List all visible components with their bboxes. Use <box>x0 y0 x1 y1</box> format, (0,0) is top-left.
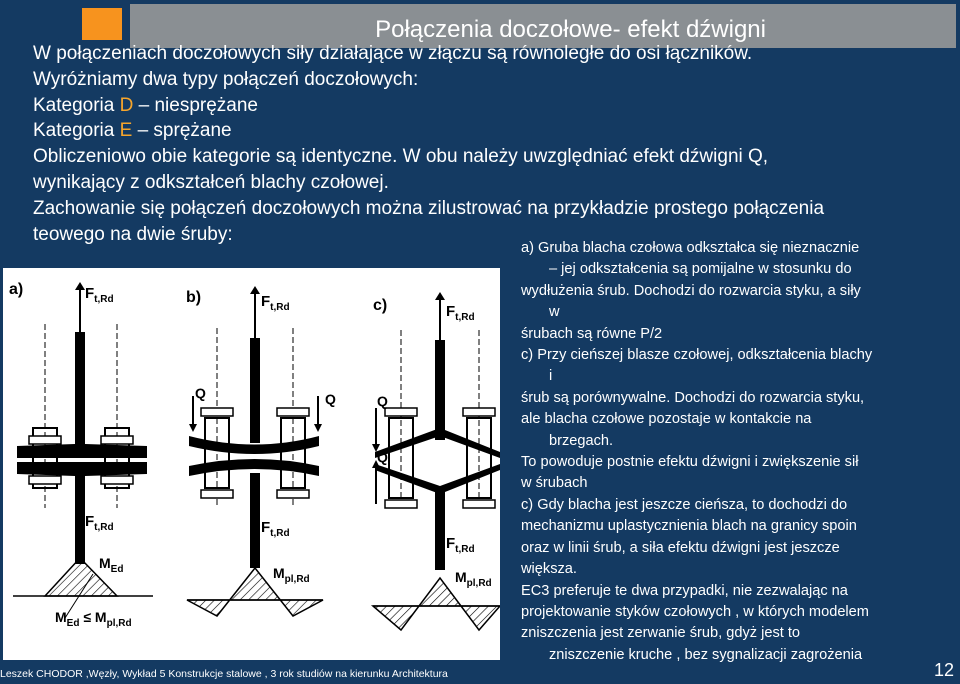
explanation-line: projektowanie styków czołowych , w których modelem <box>521 603 869 620</box>
explanation-line: zniszczenie kruche , bez sygnalizacji zagrożenia <box>549 646 863 663</box>
body-line-5: Obliczeniowo obie kategorie są identyczne. W obu należy uwzględniać efekt dźwigni Q, <box>33 146 769 168</box>
case-a-condition-label: $M_{Ed} \le M_{pl,Rd}$ <box>55 609 132 629</box>
explanation-line: śrubach są równe P/2 <box>521 325 663 342</box>
explanation-line: i <box>549 368 553 385</box>
case-b-force-bottom-label: $F_{t,Rd}$ <box>261 519 290 539</box>
label-b: b) <box>186 289 202 306</box>
figure-drawing <box>3 268 500 660</box>
case-c-q-top: Q <box>377 393 388 409</box>
explanation-line: a) Gruba blacha czołowa odkształca się nieznacznie <box>521 240 860 256</box>
category-d-letter: D <box>119 94 134 116</box>
category-e-letter: E <box>119 120 133 142</box>
case-a-force-label: $F_{t,Rd}$ <box>85 285 114 305</box>
page-number: 12 <box>933 660 954 680</box>
category-d-text: – niesprężane <box>133 94 259 116</box>
orange-accent-square <box>82 8 122 40</box>
case-b-drawing <box>187 286 323 616</box>
slide-body-text <box>33 41 958 247</box>
case-a-drawing <box>13 282 153 618</box>
body-line-category-e <box>33 118 958 144</box>
case-a-force-bottom-label: $F_{t,Rd}$ <box>85 513 114 533</box>
case-c-q-bottom: Q <box>377 449 388 465</box>
case-b-q-left: Q <box>195 385 206 401</box>
case-c-force-bottom-label: $F_{t,Rd}$ <box>446 535 475 555</box>
case-b-force-label: $F_{t,Rd}$ <box>261 293 290 313</box>
explanation-line: w <box>549 304 560 321</box>
explanation-line: ale blacha czołowe pozostaje w kontakcie na <box>521 411 812 428</box>
explanation-line: wydłużenia śrub. Dochodzi do rozwarcia styku, a siły <box>521 282 861 299</box>
explanation-line: brzegach. <box>549 432 614 449</box>
body-line-7: Zachowanie się połączeń doczołowych można zilustrować na przykładzie prostego połączenia <box>33 197 825 219</box>
body-line-1: W połączeniach doczołowych siły działające w złączu są równoległe do osi łączników. <box>33 43 753 64</box>
label-a: a) <box>9 281 24 298</box>
body-line-category-d <box>33 93 958 119</box>
explanation-line: To powoduje postnie efektu dźwigni i zwiększenie sił <box>521 454 859 471</box>
footer-credit: Leszek CHODOR ,Węzły, Wykład 5 Konstrukcje stalowe , 3 rok studiów na kierunku Architektura <box>0 668 448 680</box>
t-stub-connection-figure <box>3 268 500 660</box>
case-b-moment-label: $M_{pl,Rd}$ <box>273 565 310 585</box>
body-line-6: wynikający z odkształceń blachy czołowej. <box>33 171 389 193</box>
explanation-text <box>521 238 957 666</box>
body-line-2: Wyróżniamy dwa typy połączeń doczołowych: <box>33 68 419 90</box>
explanation-line: – jej odkształcenia są pomijalne w stosunku do <box>549 261 852 278</box>
explanation-line: EC3 preferuje te dwa przypadki, nie zezwalając na <box>521 582 848 599</box>
explanation-line: w śrubach <box>521 475 588 492</box>
case-c-moment-label: $M_{pl,Rd}$ <box>455 569 492 589</box>
category-e-text: – sprężane <box>132 120 232 142</box>
body-line-8: teowego na dwie śruby: <box>33 223 233 245</box>
explanation-line: większa. <box>521 561 577 578</box>
explanation-line: oraz w linii śrub, a siła efektu dźwigni jest jeszcze <box>521 539 840 556</box>
slide-title: Połączenia doczołowe- efekt dźwigni <box>375 16 766 43</box>
label-c: c) <box>373 297 388 314</box>
explanation-line: c) Przy cieńszej blasze czołowej, odkształcenia blachy <box>521 347 873 364</box>
category-prefix: Kategoria <box>33 120 120 142</box>
case-c-force-label: $F_{t,Rd}$ <box>446 303 475 323</box>
explanation-line: mechanizmu uplastycznienia blach na granicy spoin <box>521 518 857 535</box>
category-prefix: Kategoria <box>33 94 120 116</box>
case-b-q-right: Q <box>325 391 336 407</box>
explanation-line: c) Gdy blacha jest jeszcze cieńsza, to dochodzi do <box>521 496 848 513</box>
explanation-line: śrub są porównywalne. Dochodzi do rozwarcia styku, <box>521 389 865 406</box>
case-a-moment-label: $M_{Ed}$ <box>99 555 124 575</box>
explanation-line: zniszczenia jest zerwanie śrub, gdyż jest to <box>521 625 801 642</box>
